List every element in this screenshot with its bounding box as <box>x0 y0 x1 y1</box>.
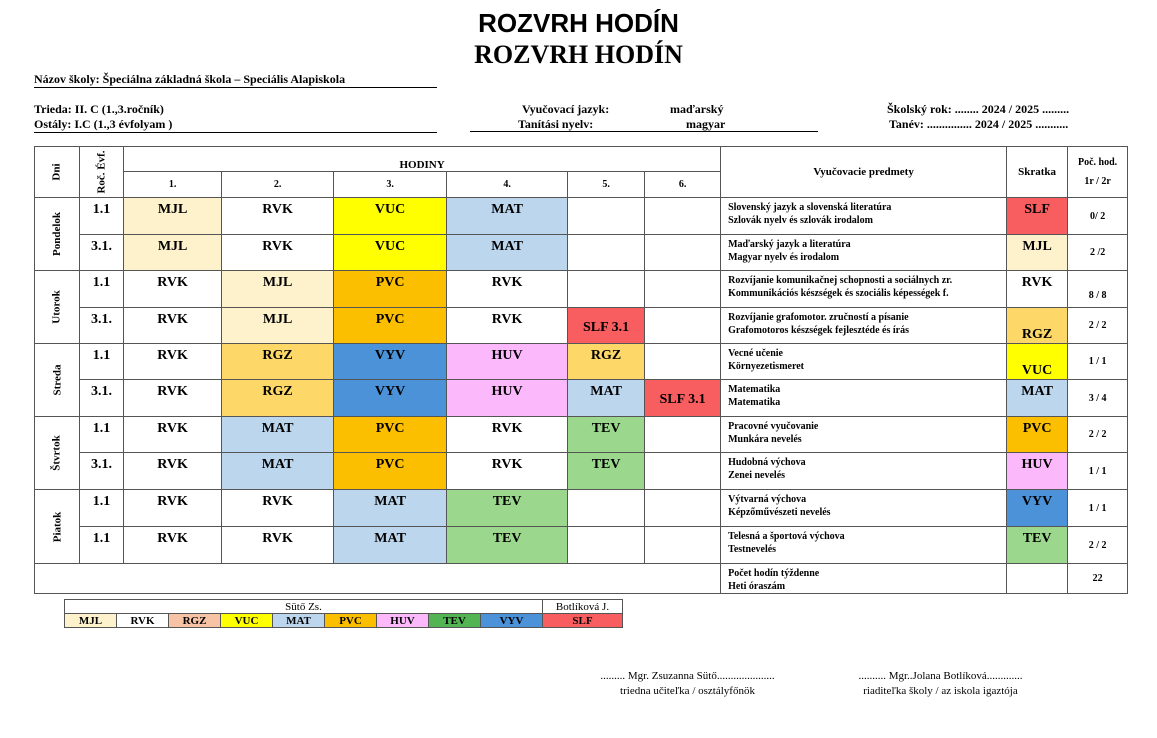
table-row <box>35 527 1128 564</box>
subject-name-hu: Grafomotoros készségek fejlesztéde és írás <box>728 325 909 336</box>
lesson-cell[interactable] <box>645 271 721 308</box>
lesson-cell[interactable]: RVK <box>222 527 334 564</box>
subject-name-hu: Testnevelés <box>728 544 777 555</box>
day-5: Piatok <box>35 490 80 564</box>
subject-names <box>721 308 1007 344</box>
lesson-cell[interactable]: RGZ <box>222 380 334 417</box>
lesson-cell[interactable]: RVK <box>124 453 222 490</box>
table-row <box>35 490 1128 527</box>
director-name: .......... Mgr..Jolana Botlíková............. <box>858 670 1023 682</box>
lesson-cell[interactable]: RVK <box>124 527 222 564</box>
legend-teacher1: Sütő Zs. <box>65 600 543 614</box>
lesson-cell[interactable]: RVK <box>447 308 568 344</box>
lesson-cell[interactable] <box>645 417 721 453</box>
lesson-cell[interactable]: RGZ <box>568 344 645 380</box>
table-row <box>35 271 1128 308</box>
table-row <box>35 453 1128 490</box>
day-1: Pondelok <box>35 198 80 271</box>
lesson-cell[interactable] <box>645 308 721 344</box>
subject-hours: 2 / 2 <box>1068 417 1128 453</box>
subject-hours: 1 / 1 <box>1068 453 1128 490</box>
lesson-cell[interactable] <box>645 344 721 380</box>
lesson-cell[interactable]: MJL <box>124 235 222 271</box>
subject-abbr: RGZ <box>1007 308 1068 344</box>
lang-label-sk: Vyučovací jazyk: <box>522 102 610 116</box>
lesson-cell[interactable]: MAT <box>568 380 645 417</box>
lesson-cell[interactable]: VYV <box>334 380 447 417</box>
grade-cell: 3.1. <box>80 235 124 271</box>
grade-cell: 1.1 <box>80 417 124 453</box>
header-subjects: Vyučovacie predmety <box>721 147 1007 198</box>
table-row <box>35 198 1128 235</box>
lesson-cell[interactable]: RVK <box>222 490 334 527</box>
lesson-cell[interactable]: MAT <box>334 490 447 527</box>
lesson-cell[interactable]: RVK <box>222 198 334 235</box>
header-count: Poč. hod. 1r / 2r <box>1068 147 1128 198</box>
lesson-cell[interactable]: MAT <box>334 527 447 564</box>
grade-cell: 3.1. <box>80 453 124 490</box>
lesson-cell[interactable]: MAT <box>222 417 334 453</box>
day-2: Utorok <box>35 271 80 344</box>
lesson-cell[interactable]: RVK <box>447 417 568 453</box>
timetable <box>34 146 1128 594</box>
lesson-cell[interactable]: HUV <box>447 380 568 417</box>
legend-code-rgz: RGZ <box>169 614 221 628</box>
lesson-cell[interactable]: RVK <box>124 490 222 527</box>
header-period-3: 3. <box>334 172 447 198</box>
lesson-cell[interactable]: PVC <box>334 453 447 490</box>
weekly-abbr-blank <box>1007 564 1068 594</box>
legend-teacher2: Botlíková J. <box>543 600 623 614</box>
subject-abbr: VUC <box>1007 344 1068 380</box>
header-day: Dni <box>35 147 80 198</box>
lesson-cell[interactable] <box>568 235 645 271</box>
header-hours: HODINY <box>124 147 721 172</box>
lesson-cell[interactable]: RVK <box>447 271 568 308</box>
header-grade: Roč. Évf. <box>80 147 124 198</box>
subject-name-sk: Vecné učenie <box>728 348 783 359</box>
subject-name-sk: Telesná a športová výchova <box>728 531 845 542</box>
lesson-cell[interactable]: MAT <box>447 235 568 271</box>
lesson-cell[interactable]: RVK <box>447 453 568 490</box>
lesson-cell[interactable]: SLF 3.1 <box>645 380 721 417</box>
lang-value-hu: magyar <box>686 117 726 131</box>
header-abbr: Skratka <box>1007 147 1068 198</box>
subject-hours: 2 / 2 <box>1068 527 1128 564</box>
lesson-cell[interactable]: PVC <box>334 308 447 344</box>
legend-code-slf: SLF <box>543 614 623 628</box>
lesson-cell[interactable]: MAT <box>447 198 568 235</box>
legend-code-huv: HUV <box>377 614 429 628</box>
grade-cell: 1.1 <box>80 198 124 235</box>
lesson-cell[interactable]: RVK <box>124 380 222 417</box>
lesson-cell[interactable]: PVC <box>334 417 447 453</box>
subject-name-hu: Környezetismeret <box>728 361 804 372</box>
school-year-sk: Školský rok: ........ 2024 / 2025 ......... <box>887 102 1070 116</box>
lang-label-hu: Tanítási nyelv: <box>518 117 594 131</box>
lesson-cell[interactable] <box>645 490 721 527</box>
director-role: riaditeľka školy / az iskola igaztója <box>863 685 1018 697</box>
table-row <box>35 235 1128 271</box>
grade-cell: 1.1 <box>80 344 124 380</box>
subject-names <box>721 271 1007 308</box>
header-period-1: 1. <box>124 172 222 198</box>
grade-cell: 3.1. <box>80 308 124 344</box>
subject-names <box>721 344 1007 380</box>
lesson-cell[interactable]: VYV <box>334 344 447 380</box>
subject-abbr: MAT <box>1007 380 1068 417</box>
lesson-cell[interactable] <box>568 527 645 564</box>
legend-code-mat: MAT <box>273 614 325 628</box>
subject-name-sk: Rozvíjanie grafomotor. zručností a písanie <box>728 312 909 323</box>
lesson-cell[interactable]: RVK <box>124 344 222 380</box>
lesson-cell[interactable] <box>645 235 721 271</box>
class-hu: Ostály: I.C (1.,3 évfolyam ) <box>34 117 437 133</box>
school-name: Názov školy: Špeciálna základná škola – Speciális Alapiskola <box>34 72 437 88</box>
lesson-cell[interactable]: TEV <box>447 490 568 527</box>
lesson-cell[interactable] <box>568 198 645 235</box>
lesson-cell[interactable]: MJL <box>222 308 334 344</box>
signature-teacher <box>590 669 785 699</box>
lesson-cell[interactable]: RGZ <box>222 344 334 380</box>
legend-code-pvc: PVC <box>325 614 377 628</box>
subject-names <box>721 490 1007 527</box>
lesson-cell[interactable]: VUC <box>334 198 447 235</box>
subject-names <box>721 527 1007 564</box>
weekly-total: 22 <box>1068 564 1128 594</box>
table-row <box>35 380 1128 417</box>
lesson-cell[interactable]: MAT <box>222 453 334 490</box>
lesson-cell[interactable]: PVC <box>334 271 447 308</box>
legend-code-vyv: VYV <box>481 614 543 628</box>
page-subtitle: ROZVRH HODÍN <box>474 40 683 69</box>
lesson-cell[interactable]: RVK <box>124 271 222 308</box>
subject-names <box>721 235 1007 271</box>
subject-abbr: MJL <box>1007 235 1068 271</box>
subject-name-sk: Hudobná výchova <box>728 457 806 468</box>
subject-name-sk: Pracovné vyučovanie <box>728 421 819 432</box>
grade-cell: 1.1 <box>80 527 124 564</box>
lang-value-sk: maďarský <box>670 102 724 116</box>
legend-code-tev: TEV <box>429 614 481 628</box>
weekly-label-sk: Počet hodín týždenne <box>728 568 820 579</box>
signature-director <box>838 669 1043 699</box>
subject-abbr: TEV <box>1007 527 1068 564</box>
subject-names <box>721 453 1007 490</box>
subject-abbr: VYV <box>1007 490 1068 527</box>
subject-name-sk: Matematika <box>728 384 781 395</box>
lesson-cell[interactable] <box>568 271 645 308</box>
subject-name-hu: Munkára nevelés <box>728 434 802 445</box>
weekly-total-row <box>35 564 1128 594</box>
day-4: Štvrtok <box>35 417 80 490</box>
subject-hours: 2 / 2 <box>1068 308 1128 344</box>
table-row <box>35 417 1128 453</box>
class-sk: Trieda: II. C (1.,3.ročník) <box>34 102 164 116</box>
lesson-cell[interactable]: RVK <box>124 308 222 344</box>
legend-code-mjl: MJL <box>65 614 117 628</box>
day-3: Streda <box>35 344 80 417</box>
header-period-6: 6. <box>645 172 721 198</box>
subject-hours: 1 / 1 <box>1068 490 1128 527</box>
subject-name-hu: Szlovák nyelv és szlovák irodalom <box>728 215 873 226</box>
teacher-role: triedna učiteľka / osztályfőnök <box>620 685 755 697</box>
subject-abbr: SLF <box>1007 198 1068 235</box>
lesson-cell[interactable]: SLF 3.1 <box>568 308 645 344</box>
subject-name-hu: Magyar nyelv és irodalom <box>728 252 840 263</box>
weekly-label <box>721 564 1007 594</box>
subject-names <box>721 380 1007 417</box>
subject-names <box>721 198 1007 235</box>
grade-cell: 1.1 <box>80 271 124 308</box>
grade-cell: 1.1 <box>80 490 124 527</box>
weekly-label-hu: Heti óraszám <box>728 581 786 592</box>
lesson-cell[interactable]: TEV <box>568 417 645 453</box>
subject-abbr: HUV <box>1007 453 1068 490</box>
lesson-cell[interactable]: MJL <box>222 271 334 308</box>
subject-name-sk: Výtvarná výchova <box>728 494 807 505</box>
subject-hours: 2 /2 <box>1068 235 1128 271</box>
subject-abbr: RVK <box>1007 271 1068 308</box>
school-year-hu: Tanév: ............... 2024 / 2025 ........... <box>889 117 1069 131</box>
legend <box>64 599 623 628</box>
subject-abbr: PVC <box>1007 417 1068 453</box>
header-period-4: 4. <box>447 172 568 198</box>
weekly-blank <box>35 564 721 594</box>
lesson-cell[interactable] <box>645 198 721 235</box>
legend-code-rvk: RVK <box>117 614 169 628</box>
subject-name-hu: Kommunikációs készségek és szociális képességek f. <box>728 288 949 299</box>
grade-cell: 3.1. <box>80 380 124 417</box>
table-row <box>35 308 1128 344</box>
subject-name-sk: Slovenský jazyk a slovenská literatúra <box>728 202 892 213</box>
legend-code-vuc: VUC <box>221 614 273 628</box>
lesson-cell[interactable]: TEV <box>447 527 568 564</box>
lesson-cell[interactable] <box>645 453 721 490</box>
subject-hours: 3 / 4 <box>1068 380 1128 417</box>
subject-name-sk: Rozvíjanie komunikačnej schopnosti a sociálnych zr. <box>728 275 953 286</box>
teacher-name: ......... Mgr. Zsuzanna Sütő..................... <box>600 670 775 682</box>
header-period-5: 5. <box>568 172 645 198</box>
lesson-cell[interactable] <box>645 527 721 564</box>
subject-name-hu: Matematika <box>728 397 781 408</box>
lesson-cell[interactable]: RVK <box>222 235 334 271</box>
subject-hours: 8 / 8 <box>1068 271 1128 308</box>
subject-hours: 0/ 2 <box>1068 198 1128 235</box>
subject-name-sk: Maďarský jazyk a literatúra <box>728 239 851 250</box>
lesson-cell[interactable]: VUC <box>334 235 447 271</box>
subject-name-hu: Képzőművészeti nevelés <box>728 507 831 518</box>
lesson-cell[interactable]: RVK <box>124 417 222 453</box>
subject-hours: 1 / 1 <box>1068 344 1128 380</box>
lesson-cell[interactable]: HUV <box>447 344 568 380</box>
header-period-2: 2. <box>222 172 334 198</box>
page-title: ROZVRH HODÍN <box>478 8 679 38</box>
lesson-cell[interactable]: TEV <box>568 453 645 490</box>
table-row <box>35 344 1128 380</box>
subject-names <box>721 417 1007 453</box>
lesson-cell[interactable]: MJL <box>124 198 222 235</box>
subject-name-hu: Zenei nevelés <box>728 470 786 481</box>
lesson-cell[interactable] <box>568 490 645 527</box>
